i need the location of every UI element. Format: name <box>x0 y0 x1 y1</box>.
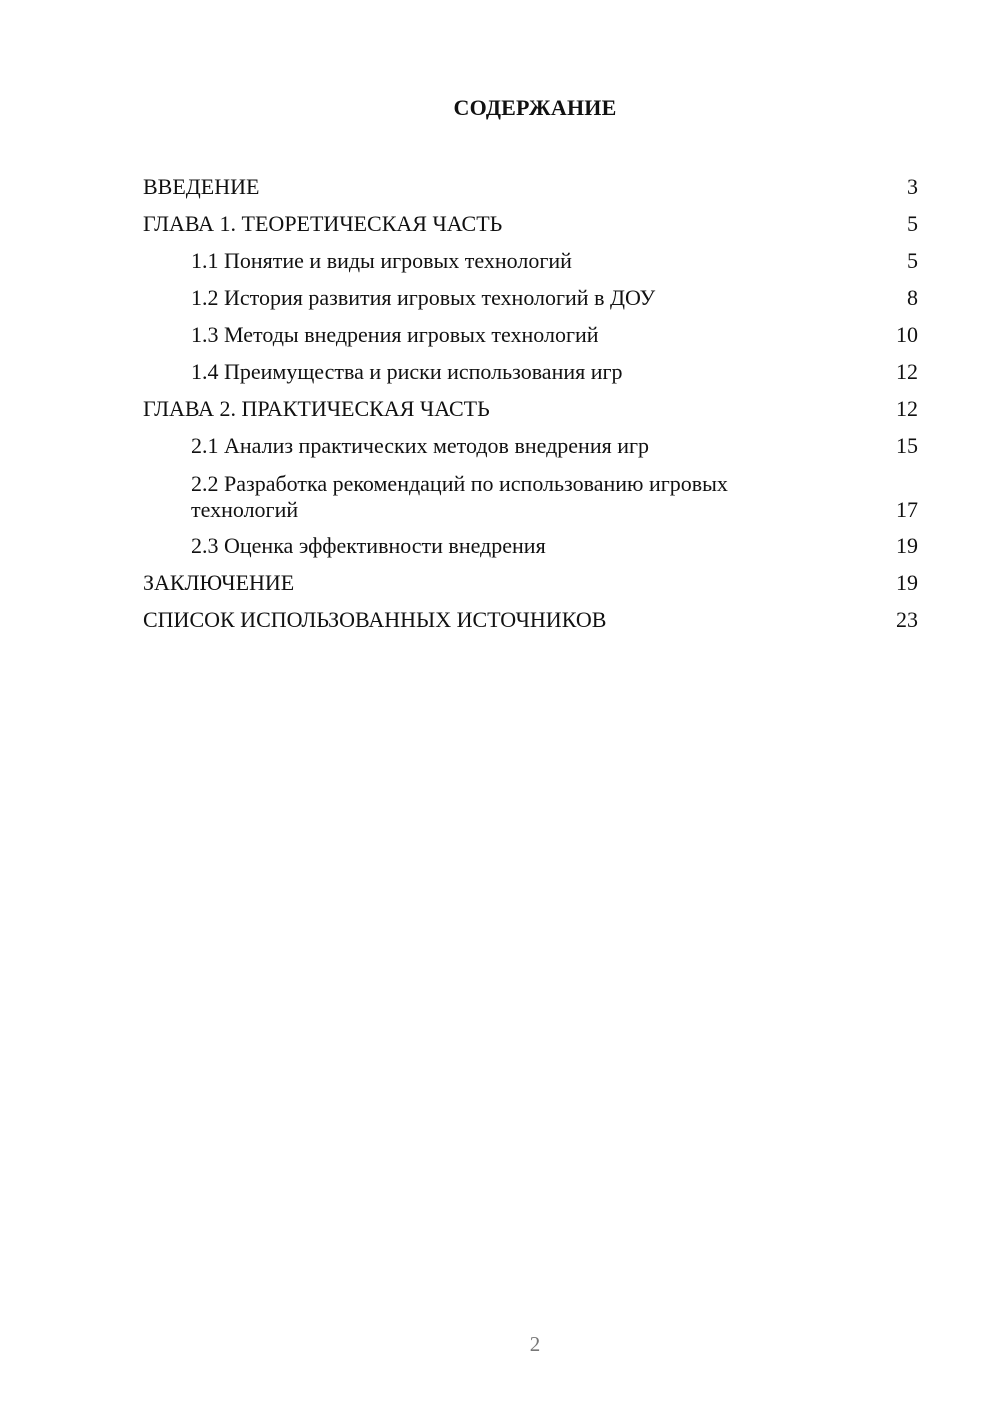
toc-entry-page: 5 <box>907 211 918 236</box>
toc-entry-title: 1.2 История развития игровых технологий в ДОУ <box>191 285 656 310</box>
page-title: СОДЕРЖАНИЕ <box>453 95 617 120</box>
toc-entry-references <box>143 601 918 638</box>
toc-entry-section-1-1 <box>143 242 918 279</box>
toc-entry-page: 15 <box>896 433 918 458</box>
toc-entry-section-1-2 <box>143 279 918 316</box>
toc-entry-title: ЗАКЛЮЧЕНИЕ <box>143 570 295 595</box>
toc-entry-section-2-2 <box>143 464 918 527</box>
toc-entry-title: 2.3 Оценка эффективности внедрения <box>191 533 546 558</box>
toc-entry-section-1-3 <box>143 316 918 353</box>
toc-entry-section-2-3 <box>143 527 918 564</box>
toc-entry-title: 1.3 Методы внедрения игровых технологий <box>191 322 599 347</box>
table-of-contents <box>143 168 918 638</box>
page-number: 2 <box>529 1332 541 1356</box>
toc-entry-introduction <box>143 168 918 205</box>
toc-entry-title: СПИСОК ИСПОЛЬЗОВАННЫХ ИСТОЧНИКОВ <box>143 607 607 632</box>
toc-entry-conclusion <box>143 564 918 601</box>
toc-entry-page: 12 <box>896 396 918 421</box>
toc-entry-title: ВВЕДЕНИЕ <box>143 174 260 199</box>
toc-entry-page: 19 <box>896 533 918 558</box>
toc-entry-page: 3 <box>907 174 918 199</box>
toc-entry-title: 1.1 Понятие и виды игровых технологий <box>191 248 572 273</box>
toc-entry-chapter-1 <box>143 205 918 242</box>
toc-entry-title: ГЛАВА 1. ТЕОРЕТИЧЕСКАЯ ЧАСТЬ <box>143 211 503 236</box>
toc-entry-section-1-4 <box>143 353 918 390</box>
toc-entry-page: 10 <box>896 322 918 347</box>
toc-entry-page: 8 <box>907 285 918 310</box>
toc-entry-title: ГЛАВА 2. ПРАКТИЧЕСКАЯ ЧАСТЬ <box>143 396 490 421</box>
toc-entry-page: 17 <box>896 497 918 522</box>
toc-entry-chapter-2 <box>143 390 918 427</box>
toc-entry-title: 1.4 Преимущества и риски использования игр <box>191 359 623 384</box>
toc-entry-page: 23 <box>896 607 918 632</box>
toc-entry-title: 2.2 Разработка рекомендаций по использованию игровых технологий <box>191 471 728 522</box>
toc-entry-page: 19 <box>896 570 918 595</box>
toc-entry-page: 12 <box>896 359 918 384</box>
toc-entry-page: 5 <box>907 248 918 273</box>
toc-entry-section-2-1 <box>143 427 918 464</box>
toc-entry-title: 2.1 Анализ практических методов внедрения игр <box>191 433 650 458</box>
